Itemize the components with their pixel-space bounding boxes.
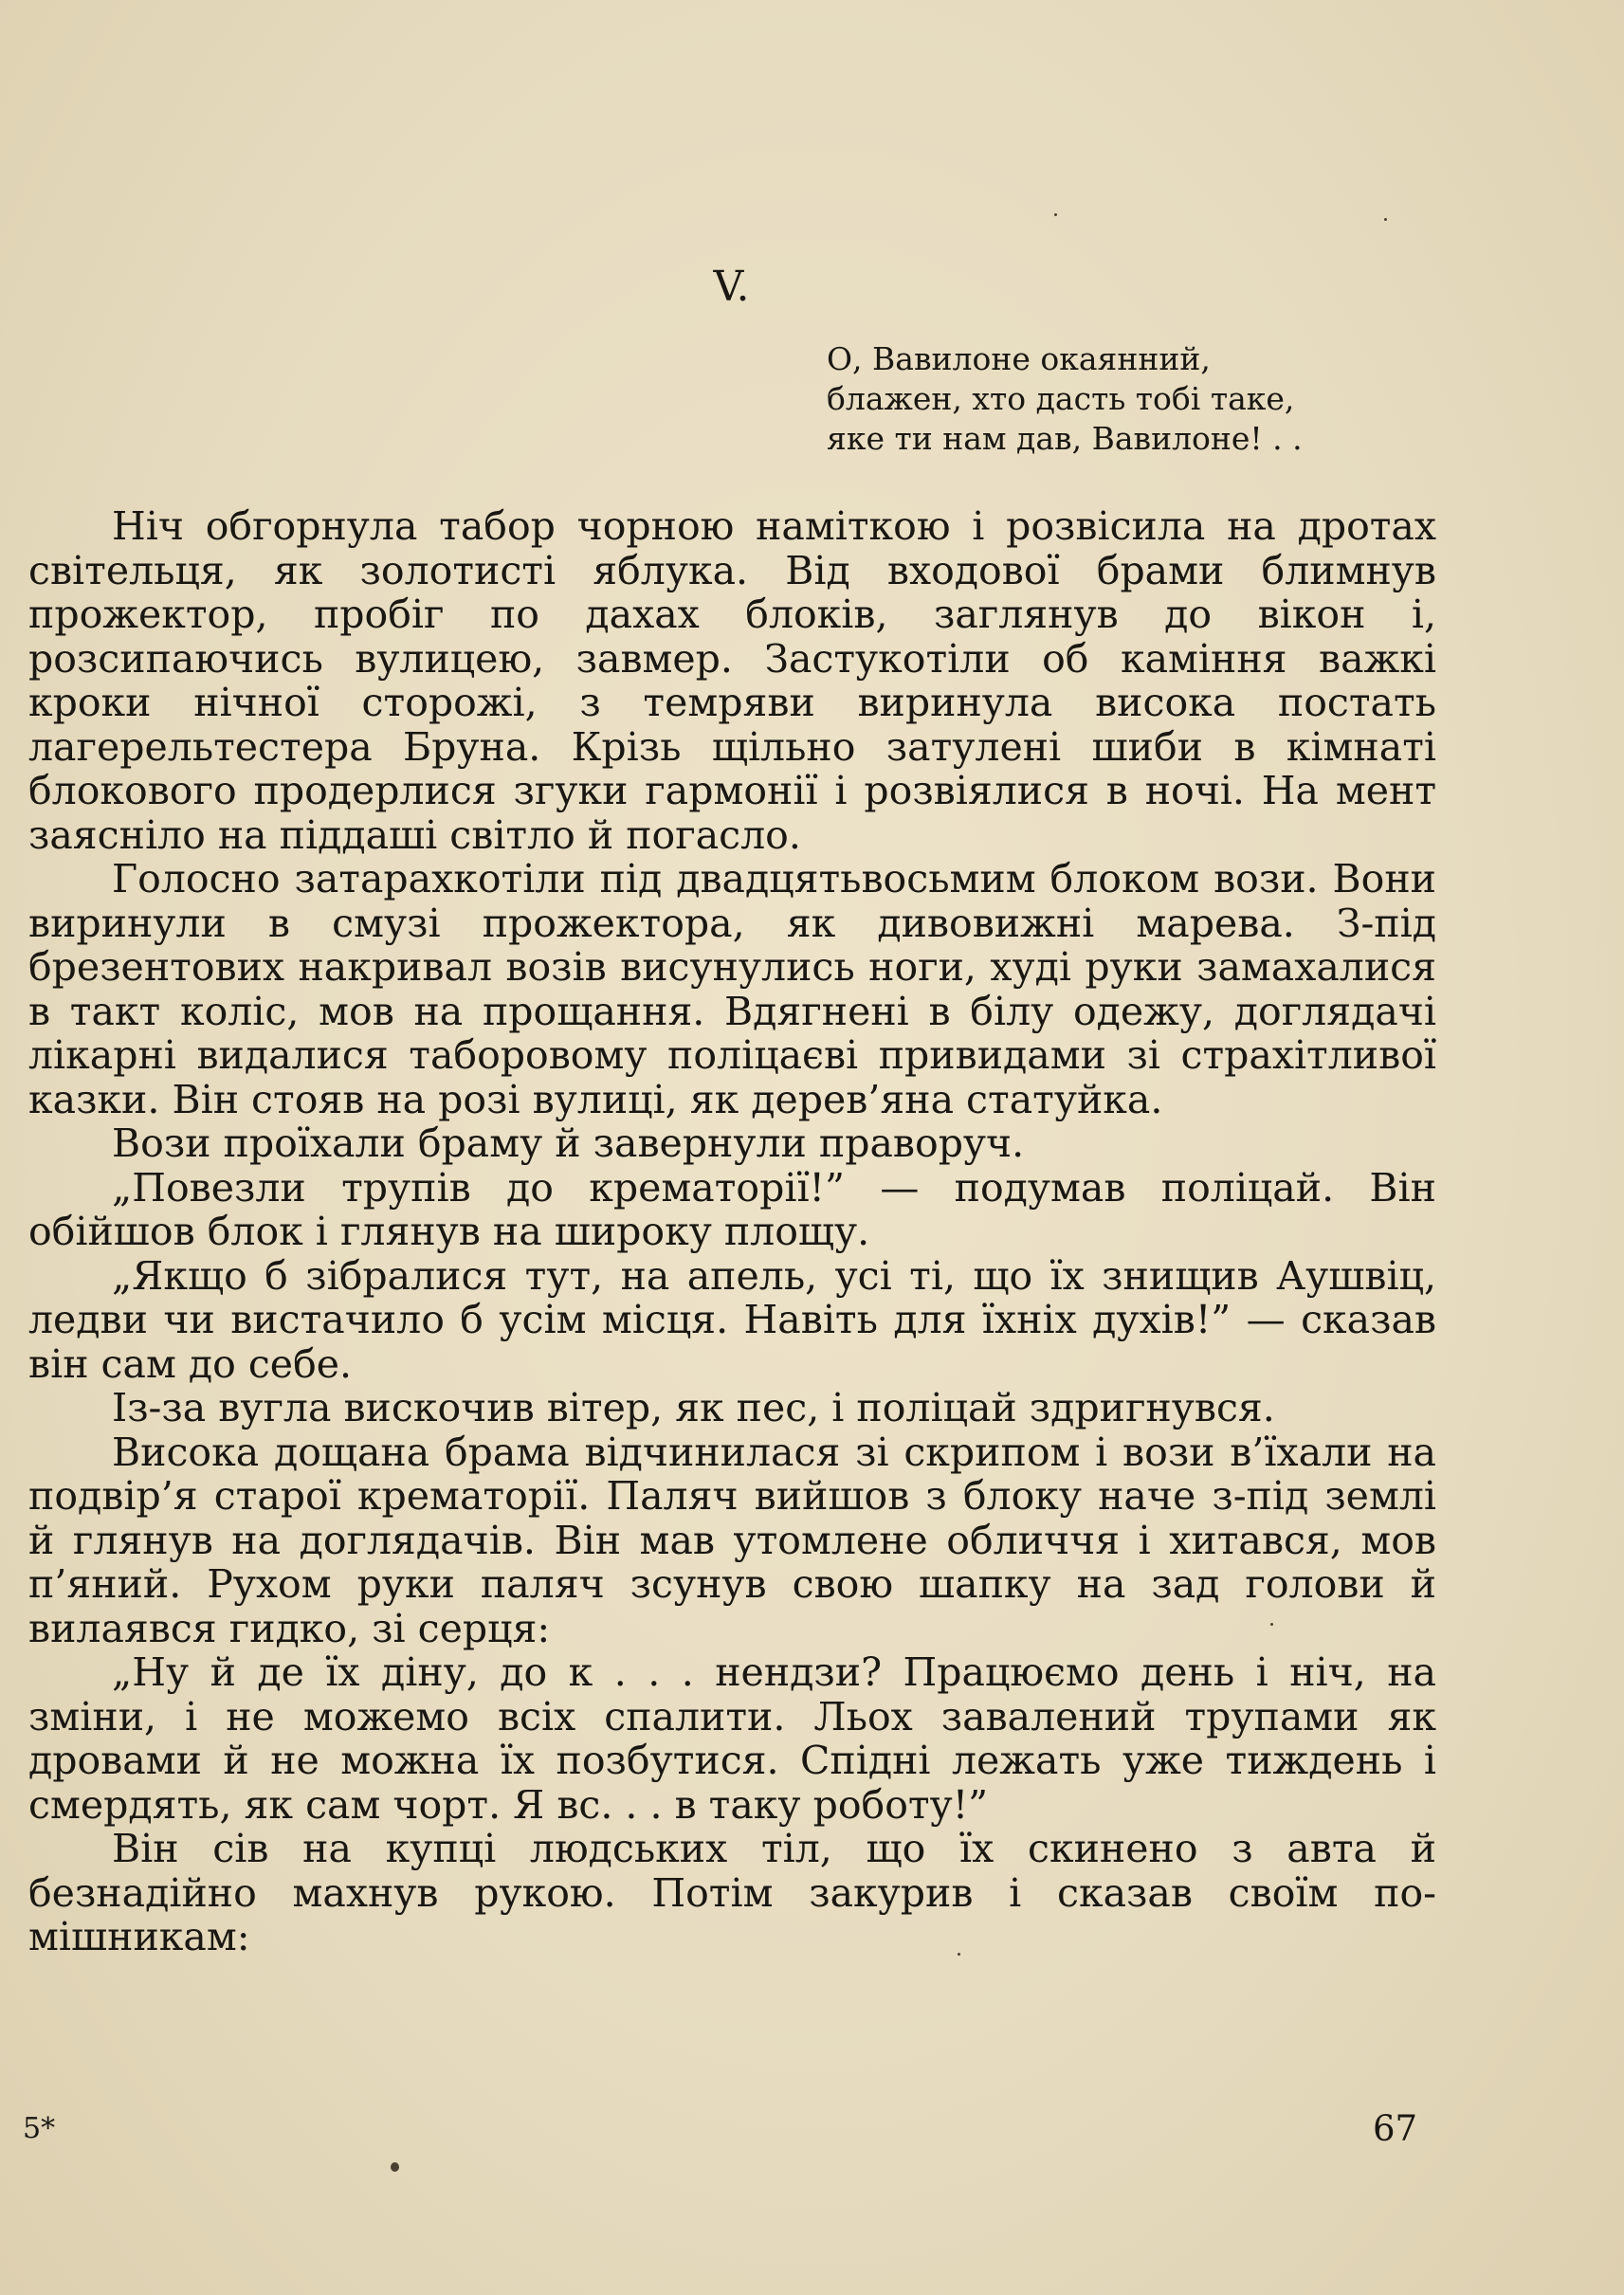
paragraph: Вози проїхали браму й завернули праворуч.	[112, 1120, 1025, 1166]
page-number: 67	[1373, 2108, 1418, 2149]
paragraph: Голосно затарахкотіли під двадцятьвосьмим блоком вози. Вони виринули в смузі прожектора, як дивовижні марева. З-під брезентових накривал возів висунулись ноги, худі руки замахалися в такт коліс, мов на прощання. Вдягнені в білу одежу, доглядачі лікарні видалися таборовому поліцаєві привидами зі страхітливої казки. Він стояв на розі вулиці, як дерев’яна статуйка.	[28, 856, 1436, 1122]
paragraph: „Ну й де їх діну, до к . . . нендзи? Працюємо день і ніч, на зміни, і не можемо всіх спалити. Льох завалений трупами як дровами й не можна їх позбутися. Спідні лежать уже тиждень і смердять, як сам чорт. Я вс. . . в таку роботу!”	[28, 1649, 1436, 1828]
printer-signature: 5*	[23, 2112, 56, 2145]
paper-speck	[391, 2162, 399, 2172]
epigraph-line: О, Вавилоне окаянний,	[827, 340, 1211, 377]
paragraph: „Якщо б зібралися тут, на апель, усі ті, що їх знищив Аушвіц, ледви чи вистачило б усім місця. Навіть для їхніх духів!” — сказав він сам до себе.	[28, 1252, 1436, 1387]
paragraph: Ніч обгорнула табор чорною наміткою і розвісила на дротах світельця, як золотисті яблука. Від входової брами блимнув прожектор, пробіг по дахах блоків, заглянув до вікон і, розсипаючись вулицею, завмер. Застукотіли об каміння важкі кроки нічної сторожі, з темряви виринула висока постать лагерельтестера Бруна. Крізь щільно затулені шиби в кімнаті блокового продерлися згуки гармонії і розвіялися в ночі. На мент заясніло на піддаші світло й погасло.	[28, 503, 1436, 858]
paragraph: „Повезли трупів до крематорії!” — подумав поліцай. Він обійшов блок і глянув на широку площу.	[28, 1164, 1436, 1254]
paragraph: Він сів на купці людських тіл, що їх скинено з авта й безнадійно махнув рукою. Потім закурив і сказав своїм помішникам:	[28, 1826, 1436, 1959]
paragraph: Висока дощана брама відчинилася зі скрипом і вози в’їхали на подвір’я старої крематорії. Паляч вийшов з блоку наче з-під землі й глянув на доглядачів. Він мав утомлене обличчя і хитався, мов п’яний. Рухом руки паляч зсунув свою шапку на зад голови й вилаявся гидко, зі серця:	[28, 1429, 1436, 1651]
epigraph-line: блажен, хто дасть тобі таке,	[827, 380, 1295, 417]
body-text	[28, 504, 1436, 1959]
paper-speck	[958, 1953, 960, 1956]
paragraph: Із-за вугла вискочив вітер, як пес, і поліцай здригнувся.	[112, 1385, 1275, 1430]
paper-speck	[1384, 218, 1387, 221]
chapter-number: V.	[713, 263, 750, 311]
paper-speck	[1270, 1623, 1273, 1626]
paper-speck	[1054, 213, 1057, 216]
epigraph-line: яке ти нам дав, Вавилоне! . .	[827, 420, 1303, 457]
epigraph	[827, 339, 1452, 459]
